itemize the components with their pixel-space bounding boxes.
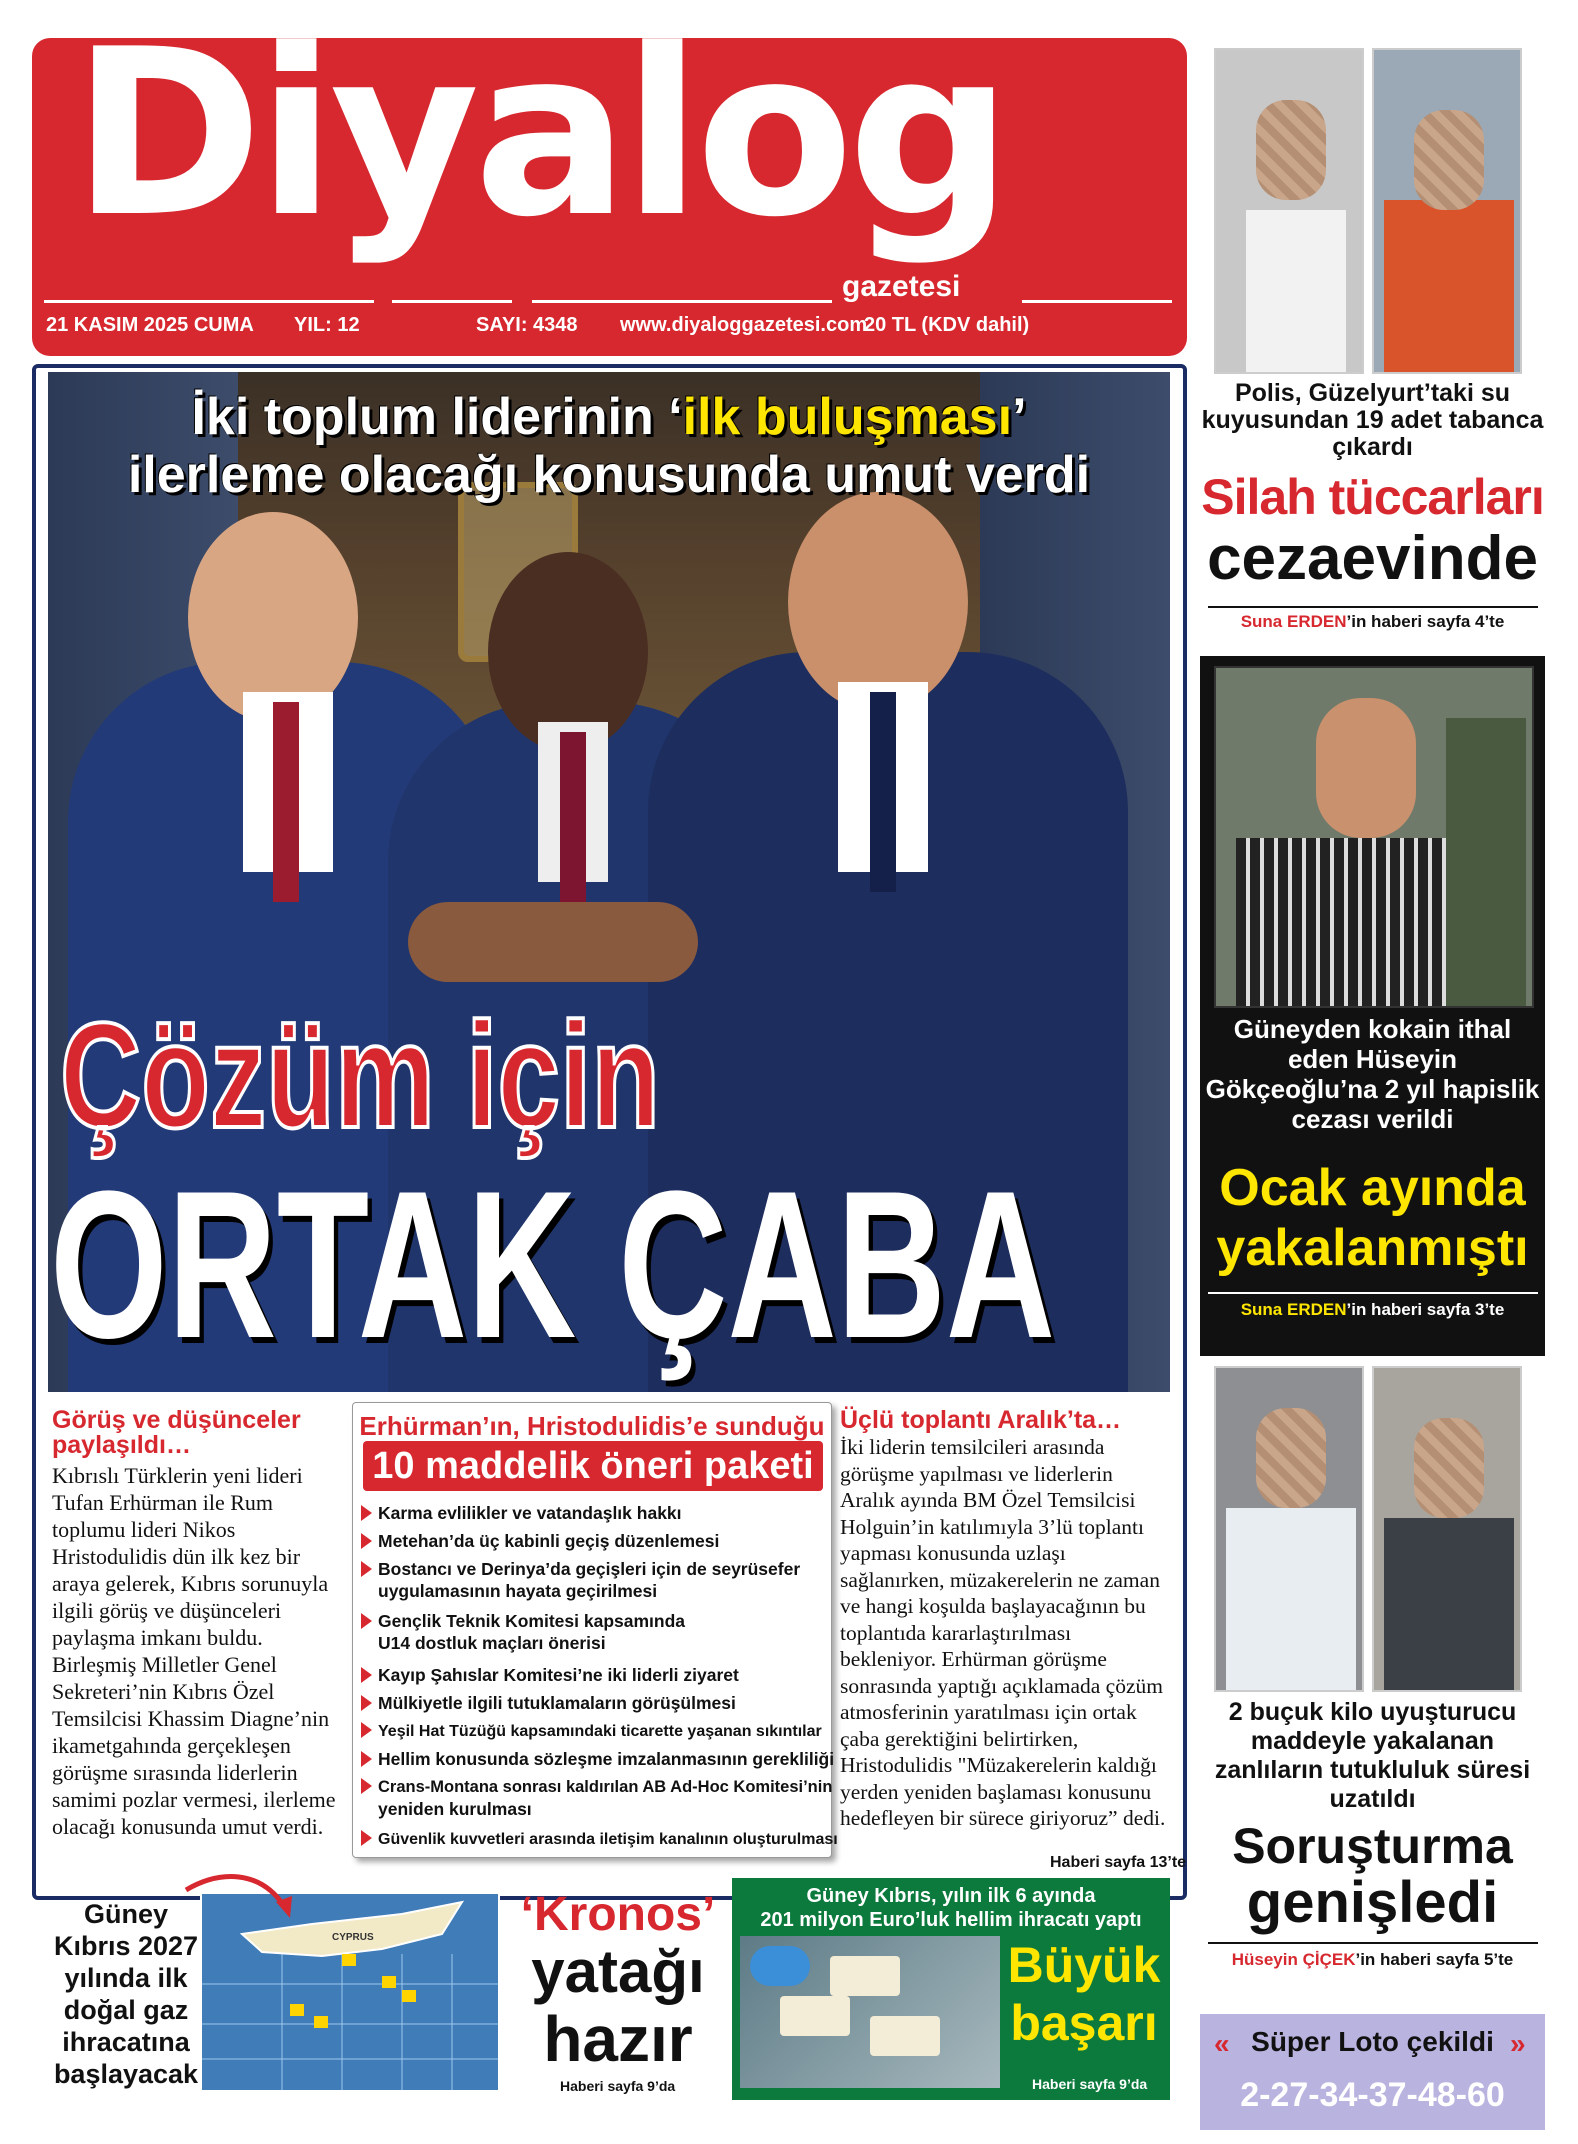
- side-2-credit[interactable]: Suna ERDEN’in haberi sayfa 3’te: [1240, 1300, 1505, 1319]
- kronos-headline-line3: hazır: [543, 2003, 693, 2075]
- lead-headline-line2: ORTAK ÇABA: [50, 1147, 1056, 1382]
- svg-text:CYPRUS: CYPRUS: [332, 1932, 374, 1943]
- issue-price: 20 TL (KDV dahil): [864, 314, 1030, 336]
- hellim-headline: Büyük başarı: [1007, 1937, 1161, 2051]
- lead-headline-line1: Çözüm için: [60, 991, 661, 1159]
- proposal-item-continued: uygulamasının hayata geçirilmesi: [378, 1581, 658, 1601]
- side-3-credit[interactable]: Hüseyin ÇİÇEK’in haberi sayfa 5’te: [1231, 1950, 1514, 1969]
- arrow-icon: [361, 1667, 372, 1683]
- side-3-headline-line1: Soruşturma: [1232, 1818, 1513, 1874]
- right-column-page-ref[interactable]: Haberi sayfa 13’te: [1050, 1854, 1187, 1871]
- proposal-item-continued: U14 dostluk maçları önerisi: [378, 1633, 606, 1653]
- arrow-icon: [361, 1613, 372, 1629]
- side-story-2: [1200, 656, 1545, 1356]
- proposal-subtitle: 10 maddelik öneri paketi: [363, 1441, 823, 1491]
- proposal-item: Karma evlilikler ve vatandaşlık hakkı: [361, 1503, 682, 1524]
- hellim-kicker: Güney Kıbrıs, yılın ilk 6 ayında 201 milyon Euro’luk hellim ihracatı yaptı: [760, 1885, 1142, 1931]
- convict-photo: [1214, 666, 1534, 1008]
- proposal-item: Crans-Montana sonrası kaldırılan AB Ad-Hoc Komitesi’nin: [361, 1777, 832, 1798]
- proposal-item: Bostancı ve Derinya’da geçişleri için de seyrüsefer: [361, 1559, 800, 1580]
- proposal-item: Yeşil Hat Tüzüğü kapsamındaki ticarette yaşanan sıkıntılar: [361, 1721, 822, 1742]
- arrow-icon: [361, 1778, 372, 1794]
- logo-subtitle: gazetesi: [842, 270, 961, 303]
- proposal-item: Metehan’da üç kabinli geçiş düzenlemesi: [361, 1531, 719, 1552]
- left-column-heading: Görüş ve düşünceler paylaşıldı…: [52, 1406, 301, 1459]
- person-left-head: [188, 512, 358, 722]
- masthead: [32, 1, 1187, 356]
- masthead-rule: [392, 300, 512, 303]
- divider: [1208, 606, 1538, 608]
- right-column-heading: Üçlü toplantı Aralık’ta…: [840, 1406, 1122, 1434]
- arrow-icon: [361, 1751, 372, 1767]
- masthead-rule: [1022, 300, 1172, 303]
- arrow-icon: [361, 1533, 372, 1549]
- proposal-item: Hellim konusunda sözleşme imzalanmasının gerekliliği: [361, 1749, 834, 1770]
- masthead-rule: [44, 300, 374, 303]
- arrow-icon: [361, 1561, 372, 1577]
- proposal-box: [352, 1402, 838, 1858]
- arrow-icon: [361, 1695, 372, 1711]
- person-right-head: [788, 492, 968, 712]
- proposal-item: Kayıp Şahıslar Komitesi’ne iki liderli ziyaret: [361, 1665, 739, 1686]
- side-1-headline-line2: cezaevinde: [1207, 524, 1538, 593]
- red-arrow-icon: [180, 1870, 300, 1930]
- newspaper-logo: Diyalog: [72, 1, 1007, 268]
- arrow-icon: [361, 1505, 372, 1521]
- side-2-kicker: Güneyden kokain ithal eden Hüseyin Gökçeoğlu’na 2 yıl hapislik cezası verildi: [1205, 1014, 1540, 1134]
- arrow-icon: [361, 1830, 372, 1846]
- side-3-headline-line2: genişledi: [1246, 1870, 1499, 1935]
- side-2-headline-line1: Ocak ayında: [1219, 1159, 1526, 1217]
- arrow-icon: [361, 1722, 372, 1738]
- side-1-kicker: Polis, Güzelyurt’taki su kuyusundan 19 adet tabanca çıkardı: [1201, 379, 1544, 461]
- hellim-story: [732, 1878, 1170, 2100]
- side-story-3: [1200, 1360, 1545, 1980]
- loto-box: [1200, 2014, 1545, 2130]
- divider: [1208, 1942, 1538, 1944]
- proposal-item: Güvenlik kuvvetleri arasında iletişim kanalının oluşturulması: [361, 1829, 838, 1850]
- suspect-photo: [1214, 48, 1364, 374]
- masthead-rule: [532, 300, 832, 303]
- hellim-photo: [740, 1936, 1000, 2088]
- proposal-item: Gençlik Teknik Komitesi kapsamında: [361, 1611, 685, 1632]
- joined-hands: [408, 902, 698, 982]
- divider: [1208, 1292, 1538, 1294]
- kronos-headline-line1: ‘Kronos’: [520, 1888, 716, 1941]
- issue-date: 21 KASIM 2025 CUMA: [46, 314, 254, 336]
- lead-kicker: İki toplum liderinin ‘ilk buluşması’ ilerleme olacağı konusunda umut verdi: [127, 388, 1091, 504]
- side-1-headline-line1: Silah tüccarları: [1201, 469, 1544, 525]
- suspect-photo: [1214, 1366, 1364, 1692]
- issue-year: YIL: 12: [294, 314, 360, 336]
- proposal-item: Mülkiyetle ilgili tutuklamaların görüşülmesi: [361, 1693, 736, 1714]
- chevron-left-icon: «: [1214, 2028, 1230, 2059]
- website-link[interactable]: www.diyaloggazetesi.com: [620, 314, 868, 336]
- kronos-headline-line2: yatağı: [531, 1938, 705, 2005]
- left-column-body: Kıbrıslı Türklerin yeni lideri Tufan Erhürman ile Rum toplumu lideri Nikos Hristodulidis dün ilk kez bir araya gelerek, Kıbrıs sorunuyla ilgili görüş ve düşünceleri paylaşma imkanı buldu. Birleşmiş Milletler Genel Sekreteri’nin Kıbrıs Özel Temsilcisi Khassim Diagne’nin ikametgahında gerçekleşen görüşme sırasında liderlerin samimi pozlar vermesi, ilerleme olacağı konusunda umut verdi.: [52, 1463, 336, 1839]
- kronos-page-ref[interactable]: Haberi sayfa 9’da: [560, 2078, 676, 2094]
- suspect-photo: [1372, 1366, 1522, 1692]
- side-story-1: [1200, 40, 1545, 652]
- hellim-page-ref[interactable]: Haberi sayfa 9’da: [1032, 2076, 1148, 2092]
- side-2-headline-line2: yakalanmıştı: [1216, 1219, 1529, 1277]
- side-3-kicker: 2 buçuk kilo uyuşturucu maddeyle yakalanan zanlıların tutukluluk süresi uzatıldı: [1214, 1698, 1531, 1813]
- gas-story-headline: Güney Kıbrıs 2027 yılında ilk doğal gaz ihracatına başlayacak: [53, 1899, 199, 2089]
- right-column-body: İki liderin temsilcileri arasında görüşme yapılması ve liderlerin Aralık ayında BM Özel Temsilcisi Holguin’in katılımıyla 3’lü toplantı yapması konusunda uzlaşı sağlanırken, müzakerelerin ne zaman ve hangi koşulda başlayacağının bu toplantıda kararlaştırılması bekleniyor. Erhürman görüşme sonrasında yaptığı açıklamada çözüm atmosferinin yaratılması için ortak çaba gerektiğini belirtirken, Hristodulidis "Müzakerelerin kaldığı yerden yeniden başlaması konusunu hedefleyen bir sürece giriyoruz” dedi.: [840, 1435, 1166, 1830]
- proposal-title: Erhürman’ın, Hristodulidis’e sunduğu: [359, 1411, 825, 1441]
- suspect-photo: [1372, 48, 1522, 374]
- loto-title: Süper Loto çekildi: [1251, 2026, 1494, 2057]
- loto-numbers: 2-27-34-37-48-60: [1240, 2076, 1505, 2114]
- proposal-item-continued: yeniden kurulması: [378, 1799, 532, 1819]
- chevron-right-icon: »: [1510, 2028, 1526, 2059]
- side-1-credit[interactable]: Suna ERDEN’in haberi sayfa 4’te: [1240, 612, 1505, 631]
- issue-number: SAYI: 4348: [476, 314, 578, 336]
